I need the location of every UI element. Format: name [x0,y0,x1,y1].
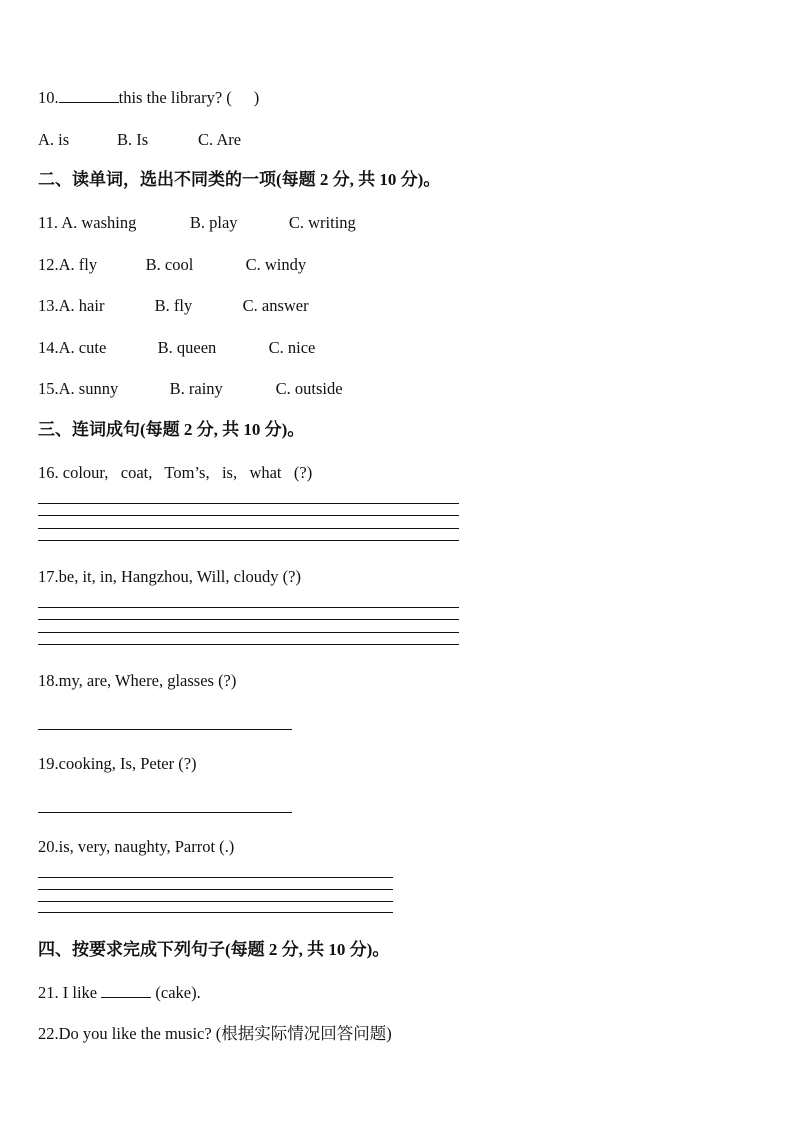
question-15 [38,379,343,399]
option-a: A. sunny [58,379,119,398]
question-number: 11 [38,213,54,232]
question-17: 17.be, it, in, Hangzhou, Will, cloudy (?) [38,567,301,586]
question-18: 18.my, are, Where, glasses (?) [38,671,237,690]
answer-line[interactable] [38,877,393,878]
answer-line[interactable] [38,632,459,633]
option-a: A. is [38,130,70,149]
answer-line[interactable] [38,812,292,813]
option-b: B. cool [145,255,194,274]
answer-line[interactable] [38,528,459,529]
answer-line[interactable] [38,901,393,902]
option-c: C. nice [268,338,316,357]
option-a: A. hair [58,296,105,315]
option-c: C. writing [288,213,356,232]
answer-blank[interactable] [101,983,151,998]
answer-line[interactable] [38,644,459,645]
option-c: C. Are [198,130,242,149]
question-16: 16. colour, coat, Tom’s, is, what (?) [38,463,313,482]
question-text: this the library? ( [118,88,232,107]
section-3-title: 三、连词成句(每题 2 分, 共 10 分)。 [38,420,305,439]
answer-paren-close: ) [253,88,260,107]
question-22: 22.Do you like the music? (根据实际情况回答问题) [38,1024,392,1043]
question-number: 10. [38,88,59,107]
answer-line[interactable] [38,515,459,516]
answer-line[interactable] [38,607,459,608]
question-hint: (cake). [151,983,201,1002]
option-b: B. play [189,213,238,232]
answer-line[interactable] [38,729,292,730]
option-c: C. windy [245,255,307,274]
question-14 [38,338,315,358]
question-number: 14. [38,338,59,357]
question-21 [38,983,201,1003]
question-19: 19.cooking, Is, Peter (?) [38,754,197,773]
answer-line[interactable] [38,889,393,890]
answer-line[interactable] [38,503,459,504]
option-b: B. fly [154,296,193,315]
section-2-title: 二、读单词，选出不同类的一项(每题 2 分, 共 10 分)。 [38,170,441,189]
option-b: B. Is [117,130,149,149]
option-b: B. queen [157,338,217,357]
option-a: A. fly [58,255,98,274]
question-number: 13. [38,296,59,315]
option-c: C. outside [275,379,343,398]
question-number: 12. [38,255,59,274]
question-20: 20.is, very, naughty, Parrot (.) [38,837,235,856]
section-4-title: 四、按要求完成下列句子(每题 2 分, 共 10 分)。 [38,940,390,959]
answer-blank[interactable] [59,88,119,103]
question-10 [38,88,259,108]
option-c: C. answer [242,296,309,315]
answer-line[interactable] [38,619,459,620]
question-text: 21. I like [38,983,102,1002]
option-a: A. cute [58,338,107,357]
option-a: . A. washing [53,213,137,232]
question-11 [38,213,356,233]
question-number: 15. [38,379,59,398]
option-b: B. rainy [169,379,223,398]
answer-line[interactable] [38,912,393,913]
question-10-options [38,130,241,150]
answer-line[interactable] [38,540,459,541]
question-12 [38,255,306,275]
question-13 [38,296,309,316]
